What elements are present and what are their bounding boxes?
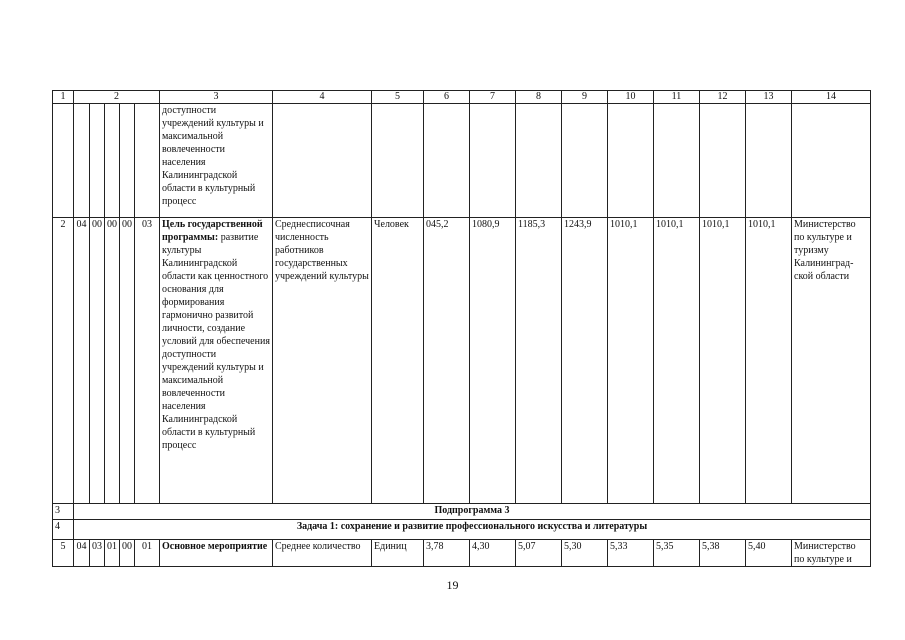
header-cell: 1 [53,91,74,104]
value-cell: 1080,9 [470,218,516,504]
code-cell: 01 [135,540,160,567]
value-cell: 1010,1 [746,218,792,504]
activity-name-cell: Основное мероприятие [160,540,273,567]
goal-name-text: развитие культуры Калининградской области как ценностного основания для формирования гармонично развитой личности, создание условий для обеспечения доступности учреждений культуры и максимальной вовлеченности населения Калининградской области в культурный процесс [162,232,270,451]
code-cell: 03 [90,540,105,567]
continuation-row [53,104,871,218]
code-cell: 00 [105,218,120,504]
header-cell: 10 [608,91,654,104]
task-title: Задача 1: сохранение и развитие профессионального искусства и литературы [74,520,871,540]
value-cell: 1010,1 [654,218,700,504]
indicator-cell: Среднее количество [273,540,372,567]
value-cell: 5,30 [562,540,608,567]
header-cell: 4 [273,91,372,104]
row-number: 2 [53,218,74,504]
responsible-cell: Министерство по культуре и [792,540,871,567]
value-cell: 1010,1 [700,218,746,504]
code-cell: 03 [135,218,160,504]
header-cell: 13 [746,91,792,104]
table-row-3 [53,504,871,520]
subprogram-title: Подпрограмма 3 [74,504,871,520]
header-cell: 3 [160,91,273,104]
goal-name-bold: Цель государственной программы: [162,219,263,243]
row-number: 5 [53,540,74,567]
value-cell: 1010,1 [608,218,654,504]
value-cell: 3,78 [424,540,470,567]
header-cell: 2 [74,91,160,104]
value-cell: 4,30 [470,540,516,567]
row-number: 3 [53,504,74,520]
value-cell: 1185,3 [516,218,562,504]
table-row-2 [53,218,871,504]
goal-name-cell [160,218,273,504]
code-cell: 01 [105,540,120,567]
unit-cell: Единиц [372,540,424,567]
goal-continuation-text: доступности учреждений культуры и максимальной вовлеченности населения Калининградской области в культурный процесс [160,104,273,218]
header-cell: 6 [424,91,470,104]
value-cell: 5,40 [746,540,792,567]
header-cell: 11 [654,91,700,104]
indicator-cell: Среднесписочная численность работников государственных учреждений культуры [273,218,372,504]
indicators-table [52,90,871,567]
code-cell: 00 [120,218,135,504]
value-cell: 5,35 [654,540,700,567]
responsible-cell: Министерство по культуре и туризму Калининград-ской области [792,218,871,504]
unit-cell: Человек [372,218,424,504]
header-row [53,91,871,104]
header-cell: 9 [562,91,608,104]
header-cell: 14 [792,91,871,104]
value-cell: 5,33 [608,540,654,567]
value-cell: 045,2 [424,218,470,504]
value-cell: 5,38 [700,540,746,567]
code-cell: 00 [90,218,105,504]
code-cell: 00 [120,540,135,567]
header-cell: 5 [372,91,424,104]
header-cell: 8 [516,91,562,104]
value-cell: 1243,9 [562,218,608,504]
code-cell: 04 [74,218,90,504]
table-row-4 [53,520,871,540]
value-cell: 5,07 [516,540,562,567]
code-cell: 04 [74,540,90,567]
header-cell: 7 [470,91,516,104]
table-row-5 [53,540,871,567]
page-number: 19 [446,578,459,592]
header-cell: 12 [700,91,746,104]
row-number: 4 [53,520,74,540]
